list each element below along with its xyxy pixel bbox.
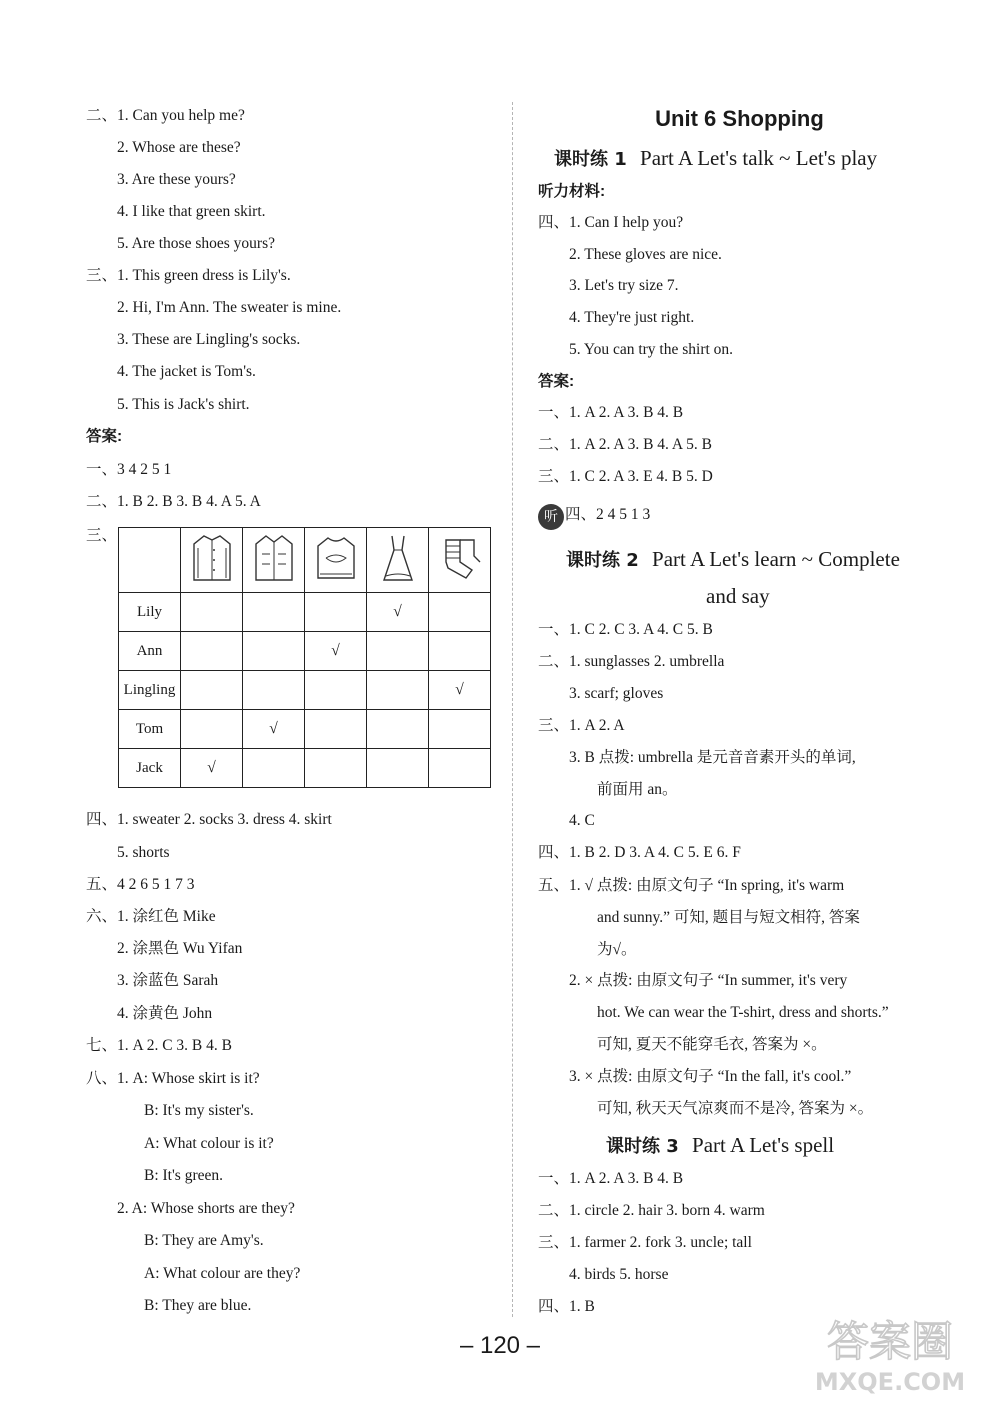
table-row bbox=[119, 710, 491, 749]
table-corner-cell bbox=[119, 528, 181, 593]
right-line: 二、1. sunglasses 2. umbrella bbox=[538, 653, 725, 670]
row-name-cell: Tom bbox=[119, 710, 181, 749]
right-line: 五、1. √ 点拨: 由原文句子 “In spring, it's warm bbox=[538, 877, 845, 894]
check-cell bbox=[429, 710, 491, 749]
unit-title: Unit 6 Shopping bbox=[655, 106, 824, 131]
left-line: 二、1. Can you help me? bbox=[86, 107, 245, 124]
svg-text:答案圈: 答案圈 bbox=[826, 1317, 954, 1366]
lesson-3-label: 课时练 3 bbox=[606, 1136, 679, 1157]
check-cell bbox=[429, 593, 491, 632]
check-cell: √ bbox=[367, 593, 429, 632]
right-line: 3. scarf; gloves bbox=[569, 685, 664, 702]
check-cell: √ bbox=[181, 749, 243, 788]
right-line: 四、1. Can I help you? bbox=[538, 214, 684, 231]
right-line: 四、1. B 2. D 3. A 4. C 5. E 6. F bbox=[538, 844, 741, 861]
site-logo-watermark bbox=[790, 1308, 990, 1396]
left-line: 一、3 4 2 5 1 bbox=[86, 461, 172, 478]
left-line: 4. The jacket is Tom's. bbox=[117, 363, 256, 380]
jacket-icon bbox=[243, 528, 305, 593]
right-line: 4. C bbox=[569, 812, 595, 829]
right-line: 前面用 an。 bbox=[597, 781, 678, 798]
left-line: 答案: bbox=[86, 428, 123, 445]
left-line: A: What colour is it? bbox=[144, 1135, 274, 1152]
svg-text:MXQE.COM: MXQE.COM bbox=[814, 1368, 966, 1396]
lesson-3-heading bbox=[606, 1132, 834, 1158]
check-cell bbox=[181, 593, 243, 632]
check-cell bbox=[243, 671, 305, 710]
lesson-2-label: 课时练 2 bbox=[566, 550, 639, 571]
right-line: 4. birds 5. horse bbox=[569, 1266, 669, 1283]
row-name-cell: Lily bbox=[119, 593, 181, 632]
left-line: 五、4 2 6 5 1 7 3 bbox=[86, 876, 195, 893]
right-line: 三、1. A 2. A bbox=[538, 717, 625, 734]
right-line: and sunny.” 可知, 题目与短文相符, 答案 bbox=[597, 909, 860, 926]
right-line: 一、1. A 2. A 3. B 4. B bbox=[538, 404, 684, 421]
row-name-cell: Ann bbox=[119, 632, 181, 671]
check-cell bbox=[243, 749, 305, 788]
left-line: 4. I like that green skirt. bbox=[117, 203, 266, 220]
right-line: 为√。 bbox=[597, 941, 637, 958]
right-line: 3. B 点拨: umbrella 是元音音素开头的单词, bbox=[569, 749, 856, 766]
left-line: B: It's my sister's. bbox=[144, 1102, 254, 1119]
check-cell bbox=[305, 671, 367, 710]
check-cell bbox=[367, 710, 429, 749]
right-line: 听力材料: bbox=[538, 183, 606, 200]
right-line: 一、1. C 2. C 3. A 4. C 5. B bbox=[538, 621, 713, 638]
left-line: 2. A: Whose shorts are they? bbox=[117, 1200, 295, 1217]
table-row bbox=[119, 671, 491, 710]
right-line: 4. They're just right. bbox=[569, 309, 695, 326]
check-cell bbox=[243, 593, 305, 632]
clothes-owner-table bbox=[118, 527, 491, 788]
left-line: 2. Hi, I'm Ann. The sweater is mine. bbox=[117, 299, 342, 316]
left-line: 七、1. A 2. C 3. B 4. B bbox=[86, 1037, 232, 1054]
left-line: 2. Whose are these? bbox=[117, 139, 241, 156]
right-line: 一、1. A 2. A 3. B 4. B bbox=[538, 1170, 684, 1187]
right-line: 2. × 点拨: 由原文句子 “In summer, it's very bbox=[569, 972, 848, 989]
dress-icon bbox=[367, 528, 429, 593]
right-line: 三、1. farmer 2. fork 3. uncle; tall bbox=[538, 1234, 752, 1251]
left-line: 3. 涂蓝色 Sarah bbox=[117, 972, 219, 989]
right-line: 3. Let's try size 7. bbox=[569, 277, 679, 294]
right-line: 2. These gloves are nice. bbox=[569, 246, 722, 263]
check-cell bbox=[305, 749, 367, 788]
table-header-row bbox=[119, 528, 491, 593]
check-cell bbox=[181, 632, 243, 671]
table-row bbox=[119, 632, 491, 671]
lesson-2-title: Part A Let's learn ~ Complete bbox=[652, 547, 900, 571]
lesson-1-label: 课时练 1 bbox=[554, 149, 627, 170]
right-line: 四、2 4 5 1 3 bbox=[565, 506, 651, 523]
left-line: 5. shorts bbox=[117, 844, 170, 861]
table-row bbox=[119, 593, 491, 632]
right-line: 可知, 夏天不能穿毛衣, 答案为 ×。 bbox=[597, 1036, 827, 1053]
right-line: 3. × 点拨: 由原文句子 “In the fall, it's cool.” bbox=[569, 1068, 852, 1085]
check-cell: √ bbox=[305, 632, 367, 671]
left-line: 2. 涂黑色 Wu Yifan bbox=[117, 940, 243, 957]
check-cell bbox=[429, 632, 491, 671]
right-line: 三、1. C 2. A 3. E 4. B 5. D bbox=[538, 468, 713, 485]
check-cell bbox=[367, 749, 429, 788]
right-line: 答案: bbox=[538, 373, 575, 390]
left-line: 三、 bbox=[86, 527, 118, 544]
row-name-cell: Lingling bbox=[119, 671, 181, 710]
column-divider bbox=[512, 102, 513, 1317]
check-cell bbox=[181, 671, 243, 710]
right-line: 二、1. A 2. A 3. B 4. A 5. B bbox=[538, 436, 712, 453]
lesson-1-heading bbox=[554, 145, 877, 171]
left-line: 5. Are those shoes yours? bbox=[117, 235, 275, 252]
right-line: 二、1. circle 2. hair 3. born 4. warm bbox=[538, 1202, 765, 1219]
check-cell bbox=[305, 710, 367, 749]
check-cell: √ bbox=[243, 710, 305, 749]
lesson-2-title-cont: and say bbox=[706, 584, 770, 608]
right-line: 可知, 秋天天气凉爽而不是冷, 答案为 ×。 bbox=[597, 1100, 874, 1117]
left-line: B: They are blue. bbox=[144, 1297, 252, 1314]
left-line: 3. These are Lingling's socks. bbox=[117, 331, 301, 348]
row-name-cell: Jack bbox=[119, 749, 181, 788]
left-line: 3. Are these yours? bbox=[117, 171, 236, 188]
right-line: hot. We can wear the T-shirt, dress and shorts.” bbox=[597, 1004, 889, 1021]
check-cell bbox=[429, 749, 491, 788]
check-cell bbox=[181, 710, 243, 749]
left-line: 4. 涂黄色 John bbox=[117, 1005, 213, 1022]
check-cell bbox=[305, 593, 367, 632]
lesson-2-heading bbox=[566, 546, 900, 572]
check-cell bbox=[243, 632, 305, 671]
shirt-icon bbox=[181, 528, 243, 593]
table-row bbox=[119, 749, 491, 788]
check-cell bbox=[367, 671, 429, 710]
sweater-icon bbox=[305, 528, 367, 593]
right-line: 四、1. B bbox=[538, 1298, 595, 1315]
check-cell bbox=[367, 632, 429, 671]
page-number: – 120 – bbox=[459, 1332, 541, 1359]
lesson-3-title: Part A Let's spell bbox=[692, 1133, 835, 1157]
lesson-1-title: Part A Let's talk ~ Let's play bbox=[640, 146, 878, 170]
right-line: 5. You can try the shirt on. bbox=[569, 341, 734, 358]
left-line: B: They are Amy's. bbox=[144, 1232, 264, 1249]
left-line: 四、1. sweater 2. socks 3. dress 4. skirt bbox=[86, 811, 332, 828]
left-line: A: What colour are they? bbox=[144, 1265, 301, 1282]
left-line: 六、1. 涂红色 Mike bbox=[86, 908, 216, 925]
left-line: 二、1. B 2. B 3. B 4. A 5. A bbox=[86, 493, 261, 510]
left-line: B: It's green. bbox=[144, 1167, 223, 1184]
left-line: 5. This is Jack's shirt. bbox=[117, 396, 250, 413]
left-line: 三、1. This green dress is Lily's. bbox=[86, 267, 291, 284]
listen-icon: 听 bbox=[538, 504, 564, 530]
left-line: 八、1. A: Whose skirt is it? bbox=[86, 1070, 260, 1087]
check-cell: √ bbox=[429, 671, 491, 710]
socks-icon bbox=[429, 528, 491, 593]
